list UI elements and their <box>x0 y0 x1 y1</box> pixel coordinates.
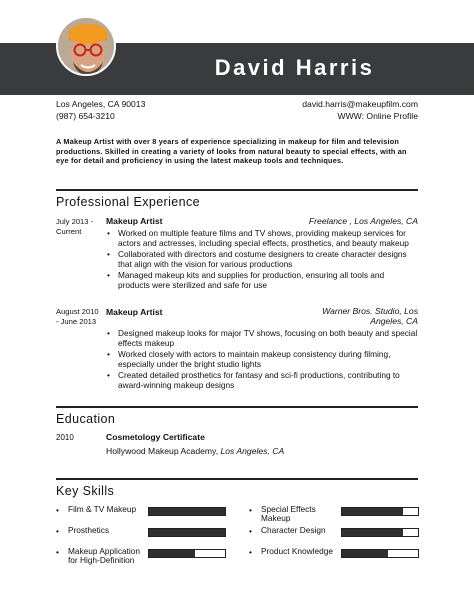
candidate-name: David Harris <box>214 55 375 80</box>
divider <box>56 406 418 408</box>
summary: A Makeup Artist with over 8 years of experience specializing in makeup for film and television productions. Skilled in creating a variety of looks from natural beauty to special effects, with an eye for detail and proficiency in using the latest makeup tools and techniques. <box>56 137 407 165</box>
contact-right <box>302 98 418 122</box>
skill-bar <box>148 528 226 537</box>
skill-bar <box>341 507 419 516</box>
bullet-icon: • <box>249 547 252 557</box>
bullet-icon: • <box>56 547 59 557</box>
list-item: • Managed makeup kits and supplies for production, ensuring all tools and products were sterilized and safe for use <box>106 271 418 291</box>
skill-label: Film & TV Makeup <box>68 504 137 514</box>
bullet-icon: • <box>56 526 59 536</box>
skill-bar <box>148 507 226 516</box>
list-item: • Designed makeup looks for major TV shows, focusing on both beauty and special effects makeup <box>106 329 418 349</box>
job-role: Makeup Artist <box>106 216 163 226</box>
job-bullets <box>106 229 418 292</box>
list-item: • Worked closely with actors to maintain makeup consistency during filming, especially under the bright studio lights <box>106 350 418 370</box>
location: Los Angeles, CA 90013 <box>56 99 146 109</box>
skill-label: Product Knowledge <box>261 546 333 556</box>
education-date: 2010 <box>56 433 74 442</box>
list-item: • Created detailed prosthetics for fantasy and sci-fi productions, contributing to award-winning makeup designs <box>106 371 418 391</box>
bullet-icon: • <box>249 526 252 536</box>
contact-left <box>56 98 145 122</box>
avatar <box>56 16 116 76</box>
job-role: Makeup Artist <box>106 307 163 317</box>
education-school <box>106 446 284 456</box>
skill-bar-fill <box>149 508 225 515</box>
list-item: • Worked on multiple feature films and TV shows, providing makeup services for actors and actresses, including special effects, prosthetics, and beauty makeup <box>106 229 418 249</box>
school-location: Los Angeles, CA <box>220 446 285 456</box>
skill-bar <box>148 549 226 558</box>
job-employer: Warner Bros. Studio, Los Angeles, CA <box>322 306 418 326</box>
skill-bar <box>341 549 419 558</box>
skill-bar-fill <box>342 529 403 536</box>
skill-item <box>56 547 238 577</box>
education-degree: Cosmetology Certificate <box>106 432 205 442</box>
experience-heading: Professional Experience <box>56 195 200 209</box>
school-name: Hollywood Makeup Academy, <box>106 446 219 456</box>
job-bullets <box>106 329 418 392</box>
divider <box>56 478 418 480</box>
bullet-icon: • <box>249 505 252 515</box>
education-heading: Education <box>56 412 116 426</box>
skill-label: Makeup Application for High-Definition <box>68 546 140 565</box>
divider <box>56 189 418 191</box>
bullet-icon: • <box>56 505 59 515</box>
skill-bar <box>341 528 419 537</box>
job-employer: Freelance , Los Angeles, CA <box>308 216 418 226</box>
website-link[interactable]: WWW: Online Profile <box>337 111 418 121</box>
skill-label: Prosthetics <box>68 525 110 535</box>
phone: (987) 654-3210 <box>56 111 115 121</box>
skill-label: Special Effects Makeup <box>261 504 316 523</box>
email-link[interactable]: david.harris@makeupfilm.com <box>302 99 418 109</box>
skill-label: Character Design <box>261 525 326 535</box>
job-date: July 2013 - Current <box>56 217 94 236</box>
list-item: • Collaborated with directors and costume designers to create character designs that align with the vision for various productions <box>106 250 418 270</box>
job-date: August 2010 - June 2013 <box>56 307 99 326</box>
skill-bar-fill <box>342 508 403 515</box>
skill-item <box>249 547 431 577</box>
skills-heading: Key Skills <box>56 484 115 498</box>
skill-bar-fill <box>149 529 225 536</box>
skill-bar-fill <box>342 550 388 557</box>
skill-bar-fill <box>149 550 195 557</box>
